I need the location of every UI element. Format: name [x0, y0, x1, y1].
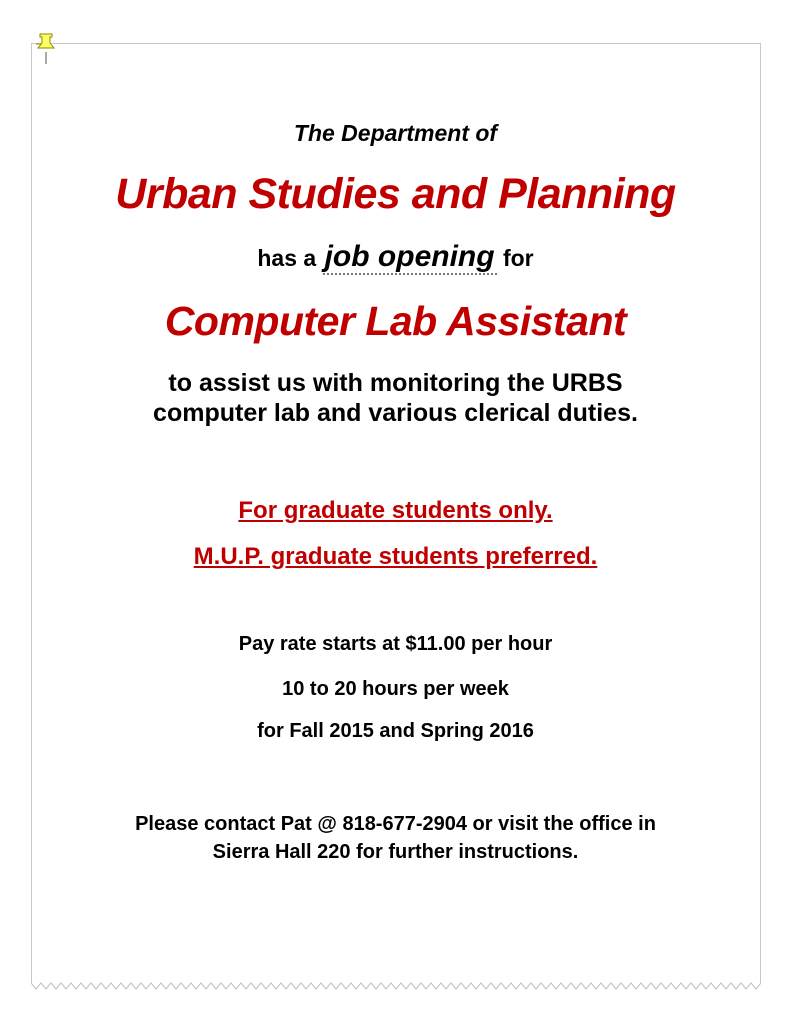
weekly-hours: 10 to 20 hours per week [282, 678, 509, 700]
contact-line-2: Sierra Hall 220 for further instructions. [212, 841, 579, 863]
term: for Fall 2015 and Spring 2016 [257, 720, 534, 742]
department-name: Urban Studies and Planning [115, 170, 676, 218]
opening-suffix: for [502, 245, 534, 271]
contact-info [0, 810, 791, 866]
opening-emphasis: job opening [324, 240, 495, 273]
opening-line [0, 240, 791, 274]
job-description [0, 368, 791, 428]
torn-edge [31, 982, 761, 990]
contact-line-1: Please contact Pat @ 818-677-2904 or visit the office in [135, 813, 656, 835]
opening-prefix: has a [257, 245, 317, 271]
position-title: Computer Lab Assistant [164, 298, 627, 344]
preference-note: M.U.P. graduate students preferred. [193, 543, 598, 570]
description-line-2: computer lab and various clerical duties. [153, 399, 638, 427]
pay-rate: Pay rate starts at $11.00 per hour [238, 633, 553, 655]
pushpin-icon [34, 30, 58, 66]
description-line-1: to assist us with monitoring the URBS [168, 369, 623, 397]
eligibility-note: For graduate students only. [238, 497, 553, 524]
page-border-top [31, 43, 760, 44]
department-intro: The Department of [293, 120, 498, 146]
